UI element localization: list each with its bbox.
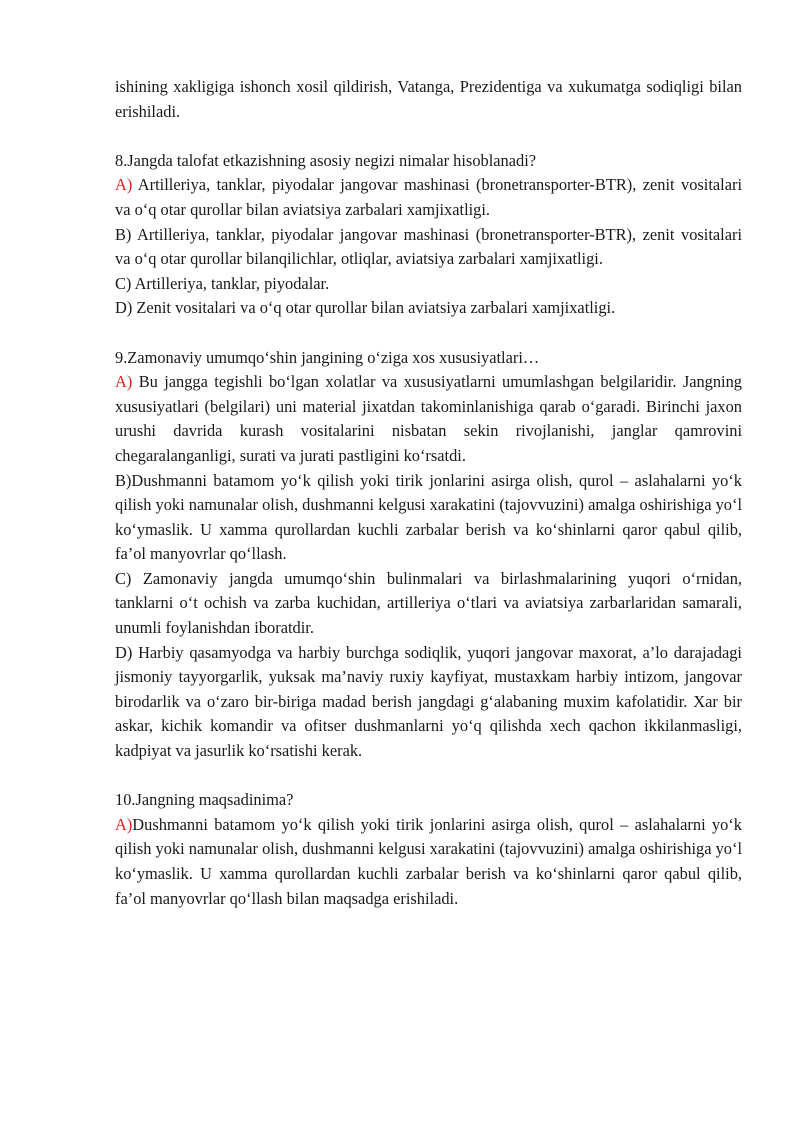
question-9-title: 9.Zamonaviy umumqo‘shin jangining o‘ziga xos xususiyatlari… xyxy=(115,347,540,367)
option-letter: C) xyxy=(115,273,132,293)
option-letter: B) xyxy=(115,224,132,244)
question-8-option-d xyxy=(115,296,742,321)
option-text: Harbiy qasamyodga va harbiy burchga sodiqlik, yuqori jangovar maxorat, a’lo darajadagi jismoniy tayyorgarlik, yuksak ma’naviy ruxiy kayfiyat, mustaxkam harbiy intizom, jangovar birodarlik va o‘zaro bir-biriga madad berish jangdagi g‘alabaning muxim kafolatidir. Xar bir askar, kichik komandir va ofitser dushmanlarni yo‘q qilishda xech qachon ikkilanmasligi, kadpiyat va jasurlik ko‘rsatishi kerak. xyxy=(115,642,742,761)
paragraph-gap xyxy=(115,124,742,149)
question-9-option-a xyxy=(115,370,742,468)
option-letter: B) xyxy=(115,470,132,490)
option-text: Bu jangga tegishli bo‘lgan xolatlar va xususiyatlarni umumlashgan belgilaridir. Jangning xususiyatlari (belgilari) uni material jixatdan takominlanishiga qarab o‘garadi. Birinchi jaxon urushi davrida kurash vositalarini nisbatan sekin rivojlanishi, janglar qamrovini chegaralanganligi, surati va jurati pastligini ko‘rsatdi. xyxy=(115,372,742,465)
question-9-option-d xyxy=(115,641,742,764)
option-letter: A) xyxy=(115,372,133,392)
question-10-title: 10.Jangning maqsadinima? xyxy=(115,790,294,810)
option-text: Dushmanni batamom yo‘k qilish yoki tirik jonlarini asirga olish, qurol – aslahalarni yo‘k qilish yoki namunalar olish, dushmanni kelgusi xarakatini (tajovvuzini) amalga oshirishiga yo‘l ko‘ymaslik. U xamma qurollardan kuchli zarbalar berish va ko‘shinlarni qaror qabul qilib, fa’ol manyovrlar qo‘llash bilan maqsadga erishiladi. xyxy=(115,814,742,908)
paragraph-gap xyxy=(115,321,742,346)
option-text: Zenit vositalari va o‘q otar qurollar bilan aviatsiya zarbalari xamjixatligi. xyxy=(132,298,616,318)
option-letter: D) xyxy=(115,298,133,318)
question-8-title: 8.Jangda talofat etkazishning asosiy negizi nimalar hisoblanadi? xyxy=(115,150,537,170)
option-text: Dushmanni batamom yo‘k qilish yoki tirik jonlarini asirga olish, qurol – aslahalarni yo‘k qilish yoki namunalar olish, dushmanni kelgusi xarakatini (tajovvuzini) amalga oshirishiga yo‘l ko‘ymaslik. U xamma qurollardan kuchli zarbalar berish va ko‘shinlarni qaror qabul qilib, fa’ol manyovrlar qo‘llash. xyxy=(115,470,742,564)
option-letter: A) xyxy=(115,814,133,834)
option-text: Artilleriya, tanklar, piyodalar jangovar mashinasi (bronetransporter-BTR), zenit vositalari va o‘q otar qurollar bilan aviatsiya zarbalari xamjixatligi. xyxy=(115,175,742,219)
question-8-option-a xyxy=(115,173,742,222)
option-letter: D) xyxy=(115,642,133,662)
option-letter: A) xyxy=(115,175,133,195)
question-9-option-b xyxy=(115,469,742,567)
question-8-option-c xyxy=(115,272,742,297)
question-10-option-a xyxy=(115,813,742,911)
option-text: Zamonaviy jangda umumqo‘shin bulinmalari va birlashmalarining yuqori o‘rnidan, tanklarni o‘t ochish va zarba kuchidan, artilleriya o‘tlari va aviatsiya zarbarlaridan samarali, unumli foylanishdan iboratdir. xyxy=(115,568,742,638)
document-page xyxy=(115,75,742,911)
option-text: Artilleriya, tanklar, piyodalar. xyxy=(131,273,330,293)
option-text: Artilleriya, tanklar, piyodalar jangovar mashinasi (bronetransporter-BTR), zenit vositalari va o‘q otar qurollar bilanqilichlar, otliqlar, aviatsiya zarbalari xamjixatligi. xyxy=(115,224,742,269)
paragraph-gap xyxy=(115,764,742,789)
question-8-option-b xyxy=(115,223,742,272)
intro-paragraph: ishining xakligiga ishonch xosil qildirish, Vatanga, Prezidentiga va xukumatga sodiqligi bilan erishiladi. xyxy=(115,77,742,121)
option-letter: C) xyxy=(115,568,132,588)
question-9-option-c xyxy=(115,567,742,641)
